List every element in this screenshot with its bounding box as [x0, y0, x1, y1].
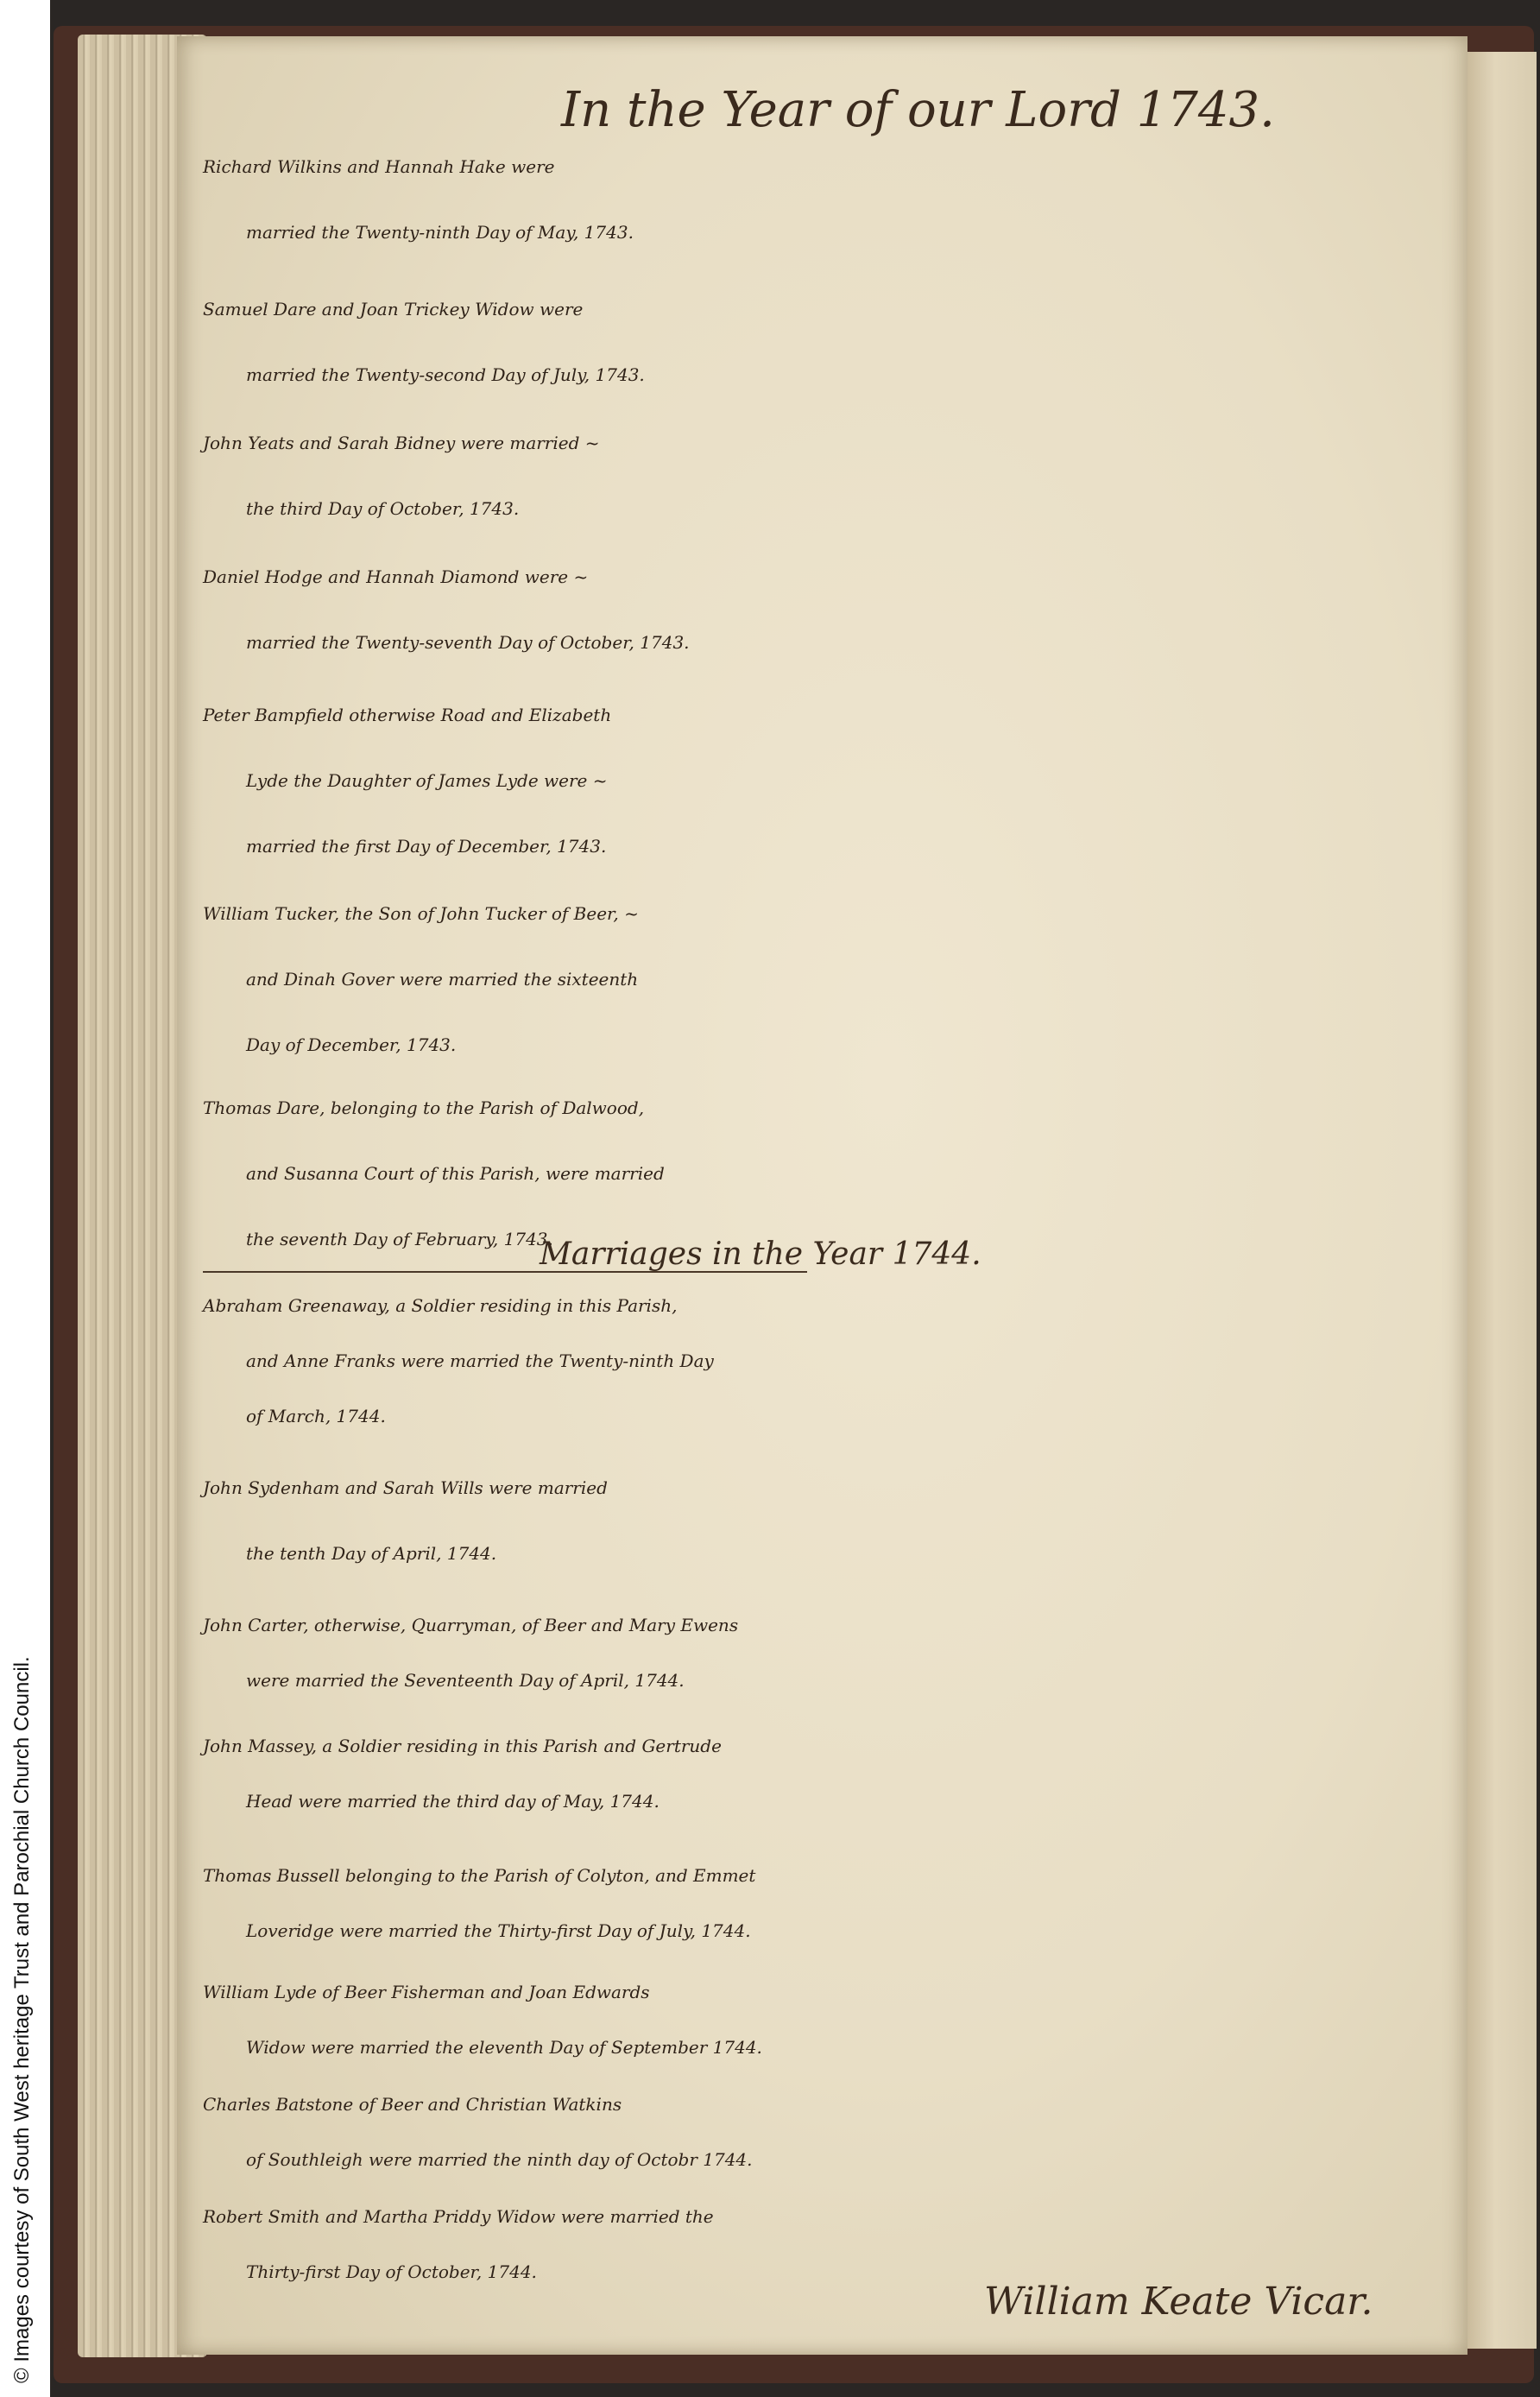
entry-line: Widow were married the eleventh Day of September 1744. — [246, 2037, 762, 2058]
entry-line: Day of December, 1743. — [246, 1034, 457, 1055]
marriage-entry — [203, 1848, 1446, 1958]
entry-line: married the first Day of December, 1743. — [246, 836, 607, 857]
page-heading: In the Year of our Lord 1743. — [561, 82, 1275, 138]
marriage-entry — [203, 682, 1446, 879]
marriage-entry — [203, 276, 1446, 408]
entry-line: Loveridge were married the Thirty-first Day of July, 1744. — [246, 1920, 751, 1941]
entry-line: married the Twenty-seventh Day of October, 1743. — [246, 632, 690, 653]
entry-line: Lyde the Daughter of James Lyde were ~ — [246, 770, 608, 791]
entry-line: Robert Smith and Martha Priddy Widow were married the — [203, 2206, 714, 2227]
entry-line: Head were married the third day of May, 1744. — [246, 1791, 660, 1812]
marriage-entry — [203, 881, 1446, 1078]
entry-line: William Lyde of Beer Fisherman and Joan Edwards — [203, 1982, 650, 2002]
entry-line: and Susanna Court of this Parish, were married — [246, 1163, 665, 1184]
entry-line: Daniel Hodge and Hannah Diamond were ~ — [203, 566, 589, 587]
entry-line: the seventh Day of February, 1743. — [246, 1229, 553, 1249]
entry-line: the third Day of October, 1743. — [246, 498, 520, 519]
entry-line: Samuel Dare and Joan Trickey Widow were — [203, 299, 584, 319]
section-heading: Marriages in the Year 1744. — [540, 1236, 981, 1272]
entry-line: John Yeats and Sarah Bidney were married ~ — [203, 433, 600, 453]
marriage-entry — [203, 2077, 1446, 2187]
marriage-entry — [203, 1278, 1446, 1444]
entry-line: Peter Bampfield otherwise Road and Elizabeth — [203, 705, 612, 725]
entry-line: and Anne Franks were married the Twenty-ninth Day — [246, 1350, 714, 1371]
entry-line: of March, 1744. — [246, 1406, 386, 1426]
entry-line: were married the Seventeenth Day of April, 1744. — [246, 1670, 685, 1691]
entry-line: William Tucker, the Son of John Tucker of Beer, ~ — [203, 903, 639, 924]
image-credit: © Images courtesy of South West heritage Trust and Parochial Church Council. — [10, 1656, 34, 2383]
entry-line: and Dinah Gover were married the sixteenth — [246, 969, 639, 990]
entry-line: John Massey, a Soldier residing in this Parish and Gertrude — [203, 1736, 722, 1756]
credit-strip — [0, 0, 50, 2397]
entry-line: the tenth Day of April, 1744. — [246, 1543, 497, 1564]
entry-line: Thomas Bussell belonging to the Parish of Colyton, and Emmet — [203, 1865, 756, 1886]
entry-line: married the Twenty-second Day of July, 1743. — [246, 364, 645, 385]
entry-line: Thomas Dare, belonging to the Parish of Dalwood, — [203, 1097, 645, 1118]
vicar-signature: William Keate Vicar. — [984, 2280, 1373, 2324]
entry-line: John Carter, otherwise, Quarryman, of Beer and Mary Ewens — [203, 1615, 739, 1635]
marriage-entry — [203, 1455, 1446, 1586]
entry-line: John Sydenham and Sarah Wills were married — [203, 1477, 608, 1498]
marriage-entry — [203, 1718, 1446, 1829]
entry-line: married the Twenty-ninth Day of May, 1743. — [246, 222, 634, 243]
entry-line: Thirty-first Day of October, 1744. — [246, 2261, 537, 2282]
marriage-entry — [203, 1964, 1446, 2075]
entry-line: Richard Wilkins and Hannah Hake were — [203, 156, 555, 177]
entry-line: of Southleigh were married the ninth day of Octobr 1744. — [246, 2149, 753, 2170]
marriage-entry — [203, 134, 1446, 265]
marriage-entry — [203, 1597, 1446, 1708]
marriage-entry — [203, 544, 1446, 675]
entry-line: Charles Batstone of Beer and Christian Watkins — [203, 2094, 622, 2115]
right-page-edge — [1467, 52, 1537, 2349]
marriage-entry — [203, 410, 1446, 541]
entry-line: Abraham Greenaway, a Soldier residing in this Parish, — [203, 1295, 678, 1316]
